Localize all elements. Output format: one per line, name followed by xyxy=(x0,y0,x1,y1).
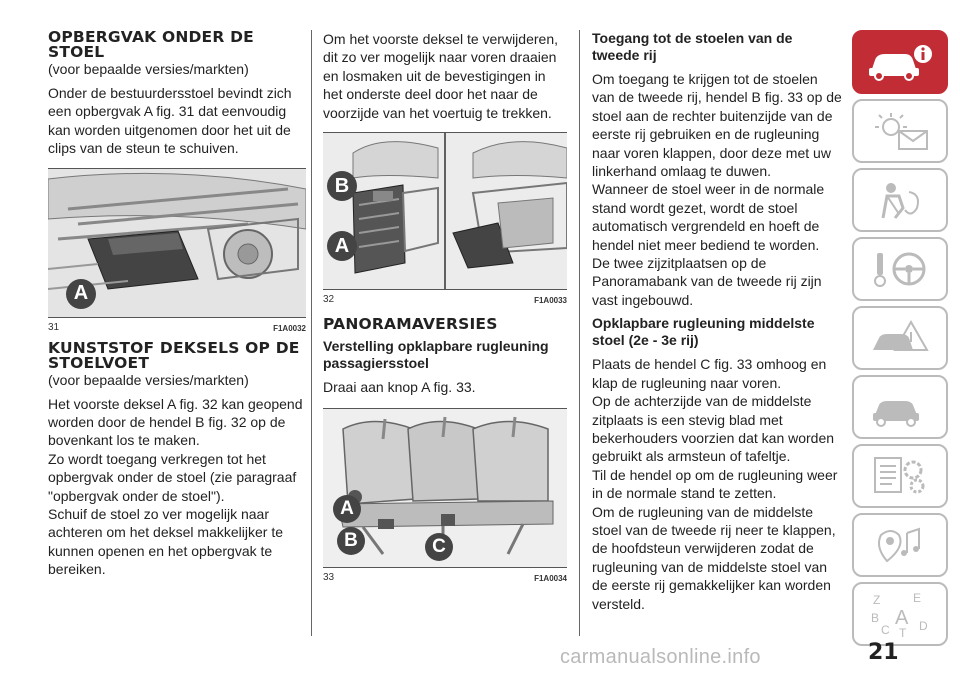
index-letter: A xyxy=(895,607,909,629)
index-letter: C xyxy=(881,623,890,637)
figure-number: 31 xyxy=(48,321,60,333)
index-icon xyxy=(865,590,935,638)
paragraph: Til de hendel op om de rugleuning weer in de normale stand te zetten. xyxy=(592,466,838,502)
figure-code: F1A0032 xyxy=(273,323,306,333)
chapter-tabs xyxy=(852,30,952,651)
index-letter: B xyxy=(871,611,880,625)
seat-cover-illustration xyxy=(323,133,567,289)
figure-33 xyxy=(323,408,567,568)
tab-warning-lights[interactable] xyxy=(852,99,948,163)
subheading: Verstelling opklapbare rugleuning passagiersstoel xyxy=(323,338,549,372)
column-divider xyxy=(579,30,580,636)
warning-lights-icon xyxy=(865,109,935,153)
tab-maintenance[interactable] xyxy=(852,375,948,439)
column-3 xyxy=(592,30,842,619)
maintenance-icon xyxy=(865,385,935,429)
technical-data-icon xyxy=(865,454,935,498)
figure-code: F1A0034 xyxy=(534,574,567,584)
figure-number: 32 xyxy=(323,294,335,306)
paragraph: Om het voorste deksel te verwijderen, dit zo ver mogelijk naar voren draaien en losmaken uit de bevestigingen in het onderste deel door het naar de voorzijde van het voertuig te trekken. xyxy=(323,31,558,121)
tab-safety[interactable] xyxy=(852,168,948,232)
callout-label: C xyxy=(432,536,446,558)
subheading: Opklapbare rugleuning middelste stoel (2e - 3e rij) xyxy=(592,315,815,349)
tab-driving[interactable] xyxy=(852,237,948,301)
callout-label: B xyxy=(344,530,358,552)
column-divider xyxy=(311,30,312,636)
paragraph: Onder de bestuurdersstoel bevindt zich een opbergvak A fig. 31 dat eenvoudig kan worden uitgenomen door het uit de clips van de steun te schuiven. xyxy=(48,85,292,157)
paragraph: Het voorste deksel A fig. 32 kan geopend worden door de hendel B fig. 32 op de bovenkant los te maken. xyxy=(48,395,303,449)
callout-label: A xyxy=(340,498,354,520)
column-1 xyxy=(48,30,306,585)
section-title-covers: KUNSTSTOF DEKSELS OP DE STOELVOET xyxy=(48,338,300,372)
callout-b xyxy=(327,171,357,201)
figure-31 xyxy=(48,168,306,318)
index-letter: T xyxy=(899,626,907,638)
figure-caption-33 xyxy=(323,572,567,583)
index-letter: E xyxy=(913,591,922,605)
tab-car-info[interactable] xyxy=(852,30,948,94)
figure-32 xyxy=(323,132,567,290)
watermark: carmanualsonline.info xyxy=(560,646,761,668)
car-info-icon xyxy=(865,42,935,82)
paragraph: Wanneer de stoel weer in de normale stand wordt gezet, wordt de stoel automatisch vergrendeld en hoeft de hendel niet meer bediend te worden. xyxy=(592,181,825,253)
tab-multimedia[interactable] xyxy=(852,513,948,577)
paragraph: Om toegang te krijgen tot de stoelen van de tweede rij, hendel B fig. 33 op de stoel aan de rechter buitenzijde van de eerste rij gebruiken en de rugleuning naar voren klappen, door deze met uw linkerhand omlaag te duwen. xyxy=(592,71,842,180)
paragraph: Draai aan knop A fig. 33. xyxy=(323,379,476,396)
paragraph: De twee zijzitplaatsen op de Panoramabank van de tweede rij zijn vast ingebouwd. xyxy=(592,255,822,308)
section-title-storage: OPBERGVAK ONDER DE STOEL xyxy=(48,28,254,61)
tab-index[interactable] xyxy=(852,582,948,646)
paragraph: Op de achterzijde van de middelste zitplaats is een stevig blad met bekerhouders voorzien dat kan worden gebruikt als armsteun of tafeltje. xyxy=(592,393,835,465)
paragraph: Plaats de hendel C fig. 33 omhoog en klap de rugleuning naar voren. xyxy=(592,356,827,391)
multimedia-icon xyxy=(865,523,935,567)
figure-code: F1A0033 xyxy=(534,296,567,306)
tab-technical-data[interactable] xyxy=(852,444,948,508)
page-number: 21 xyxy=(868,640,899,665)
section-title-panorama: PANORAMAVERSIES xyxy=(323,315,498,334)
callout-label: B xyxy=(334,174,350,197)
figure-caption-32 xyxy=(323,294,567,305)
figure-caption-31 xyxy=(48,322,306,333)
paragraph: Zo wordt toegang verkregen tot het opbergvak onder de stoel (zie paragraaf "opbergvak onder de stoel"). xyxy=(48,450,297,504)
section-subtitle: (voor bepaalde versies/markten) xyxy=(48,371,249,388)
callout-label: A xyxy=(334,234,350,257)
safety-icon xyxy=(865,178,935,222)
index-letter: D xyxy=(919,619,928,633)
callout-a xyxy=(66,279,96,309)
paragraph: Schuif de stoel zo ver mogelijk naar achteren om het deksel makkelijker te kunnen openen en het opbergvak te bereiken. xyxy=(48,506,283,578)
paragraph: Om de rugleuning van de middelste stoel van de tweede rij neer te klappen, de hoofdsteun verwijderen zodat de rugleuning van de middelste stoel van de eerste rij gemakkelijker kan worden versteld. xyxy=(592,503,836,612)
emergency-icon xyxy=(865,316,935,360)
index-letter: Z xyxy=(873,593,881,607)
driving-icon xyxy=(865,247,935,291)
subheading: Toegang tot de stoelen van de tweede rij xyxy=(592,30,793,63)
column-2 xyxy=(323,30,567,591)
section-subtitle: (voor bepaalde versies/markten) xyxy=(48,61,249,77)
tab-emergency[interactable] xyxy=(852,306,948,370)
figure-number: 33 xyxy=(323,572,335,584)
callout-label: A xyxy=(73,282,89,305)
callout-a xyxy=(327,231,357,261)
